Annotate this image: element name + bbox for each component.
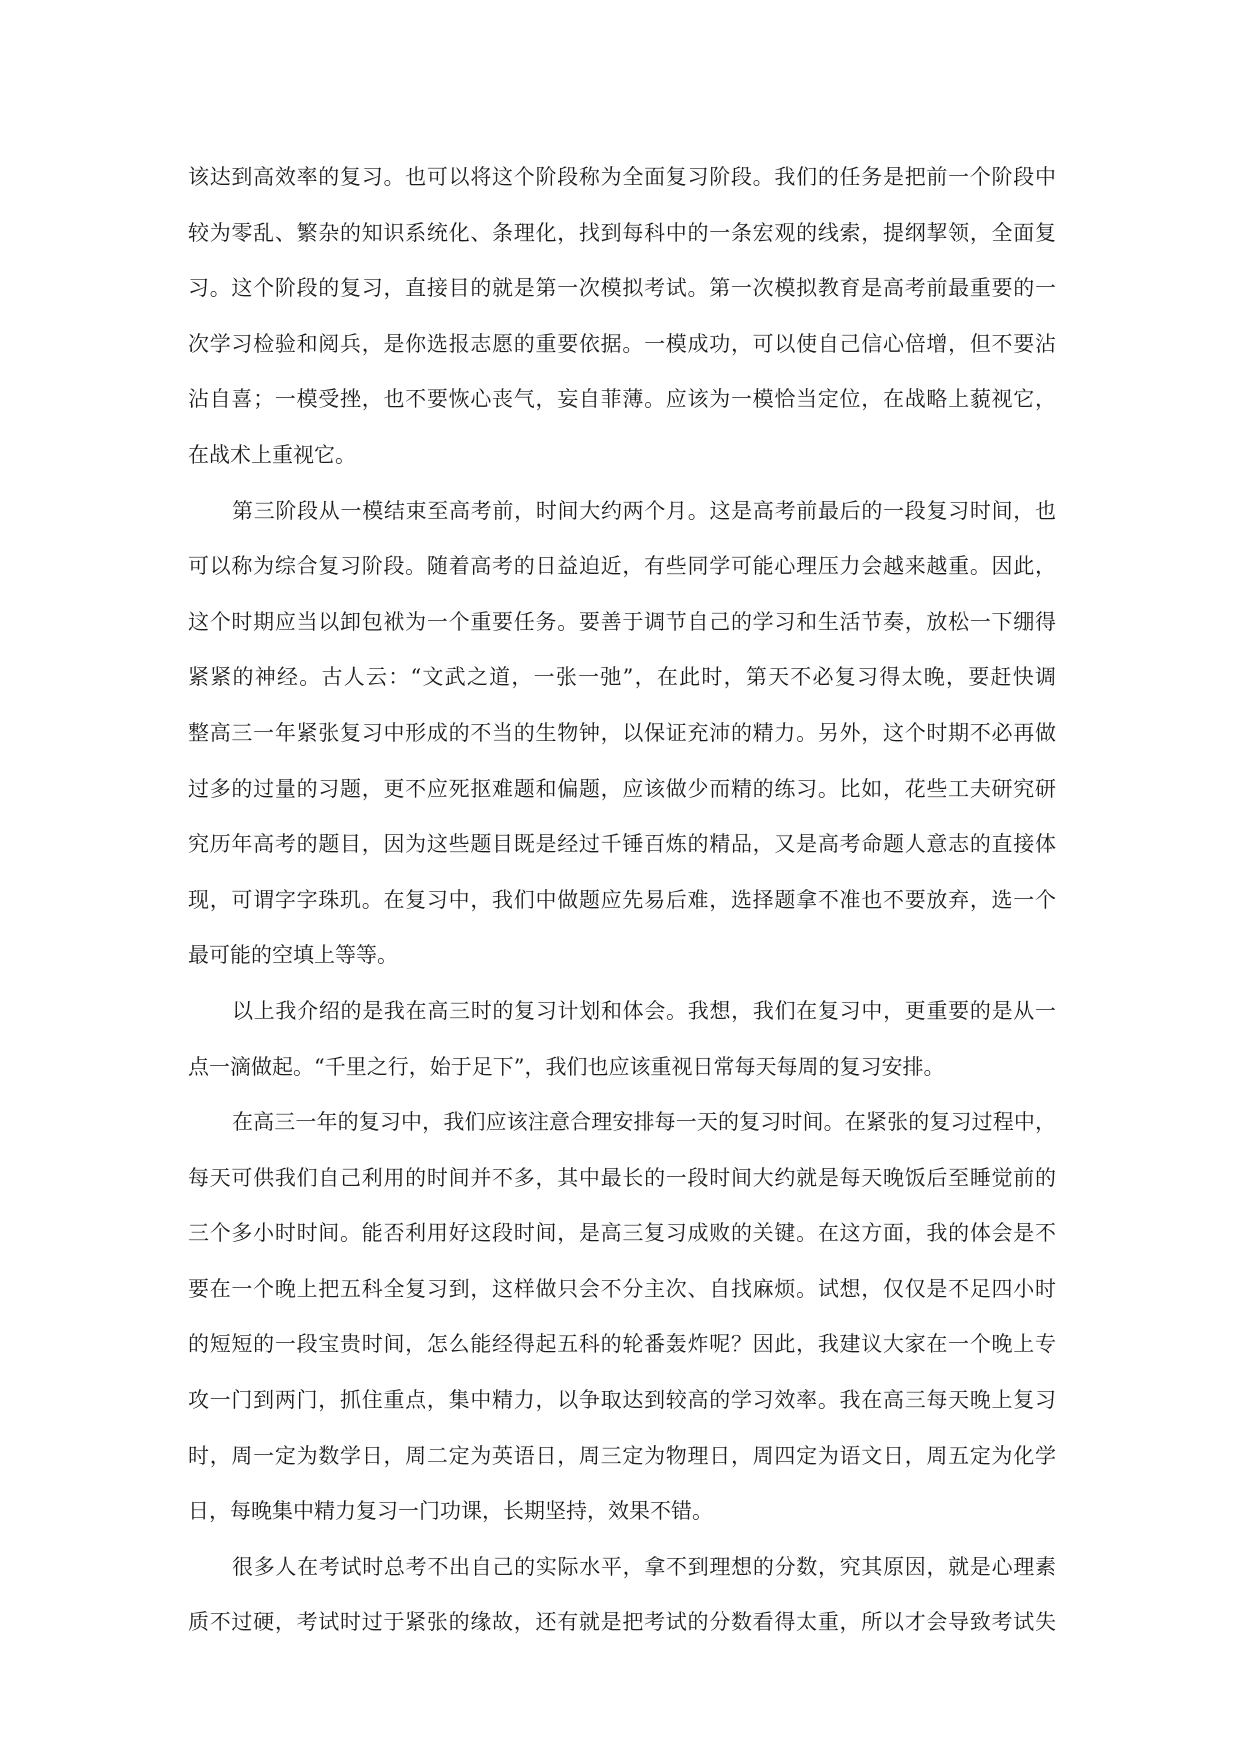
body-text	[188, 160, 1056, 1661]
text-line: 次学习检验和阅兵，是你选报志愿的重要依据。一模成功，可以使自己信心倍增，但不要沾	[188, 331, 1056, 356]
text-line: 沾自喜；一模受挫，也不要恢心丧气，妄自菲薄。应该为一模恰当定位，在战略上藐视它，	[188, 387, 1056, 412]
text-line: 该达到高效率的复习。也可以将这个阶段称为全面复习阶段。我们的任务是把前一个阶段中	[188, 165, 1056, 189]
text-line: 现，可谓字字珠玑。在复习中，我们中做题应先易后难，选择题拿不准也不要放弃，选一个	[188, 887, 1056, 912]
text-line: 可以称为综合复习阶段。随着高考的日益迫近，有些同学可能心理压力会越来越重。因此，	[188, 554, 1056, 579]
text-line: 点一滴做起。“千里之行，始于足下”，我们也应该重视日常每天每周的复习安排。	[188, 1054, 945, 1079]
text-line: 很多人在考试时总考不出自己的实际水平，拿不到理想的分数，究其原因，就是心理素	[232, 1554, 1056, 1579]
text-line: 习。这个阶段的复习，直接目的就是第一次模拟考试。第一次模拟教育是高考前最重要的一	[188, 276, 1056, 301]
text-line: 较为零乱、繁杂的知识系统化、条理化，找到每科中的一条宏观的线索，提纲挈领，全面复	[188, 220, 1056, 245]
text-line: 究历年高考的题目，因为这些题目既是经过千锤百炼的精品，又是高考命题人意志的直接体	[188, 832, 1056, 857]
text-line: 过多的过量的习题，更不应死抠难题和偏题，应该做少而精的练习。比如，花些工夫研究研	[188, 776, 1056, 801]
text-line: 最可能的空填上等等。	[188, 943, 398, 968]
text-line: 紧紧的神经。古人云：“文武之道，一张一弛”，在此时，第天不必复习得太晚，要赶快调	[188, 665, 1056, 690]
text-line: 在战术上重视它。	[188, 442, 356, 467]
text-line: 每天可供我们自己利用的时间并不多，其中最长的一段时间大约就是每天晚饭后至睡觉前的	[188, 1165, 1056, 1190]
text-line: 要在一个晚上把五科全复习到，这样做只会不分主次、自找麻烦。试想，仅仅是不足四小时	[188, 1276, 1056, 1301]
text-line: 第三阶段从一模结束至高考前，时间大约两个月。这是高考前最后的一段复习时间，也	[232, 498, 1056, 523]
text-line: 三个多小时时间。能否利用好这段时间，是高三复习成败的关键。在这方面，我的体会是不	[188, 1221, 1056, 1246]
text-line: 整高三一年紧张复习中形成的不当的生物钟，以保证充沛的精力。另外，这个时期不必再做	[188, 720, 1056, 745]
text-line: 的短短的一段宝贵时间，怎么能经得起五科的轮番轰炸呢？因此，我建议大家在一个晚上专	[188, 1332, 1056, 1357]
text-line: 日，每晚集中精力复习一门功课，长期坚持，效果不错。	[188, 1499, 713, 1524]
text-line: 攻一门到两门，抓住重点，集中精力，以争取达到较高的学习效率。我在高三每天晚上复习	[188, 1388, 1056, 1413]
text-line: 时，周一定为数学日，周二定为英语日，周三定为物理日，周四定为语文日，周五定为化学	[188, 1443, 1056, 1468]
text-line: 这个时期应当以卸包袱为一个重要任务。要善于调节自己的学习和生活节奏，放松一下绷得	[188, 609, 1056, 634]
text-line: 以上我介绍的是我在高三时的复习计划和体会。我想，我们在复习中，更重要的是从一	[232, 998, 1056, 1023]
text-line: 质不过硬，考试时过于紧张的缘故，还有就是把考试的分数看得太重，所以才会导致考试失	[188, 1610, 1056, 1635]
text-line: 在高三一年的复习中，我们应该注意合理安排每一天的复习时间。在紧张的复习过程中，	[232, 1110, 1056, 1135]
